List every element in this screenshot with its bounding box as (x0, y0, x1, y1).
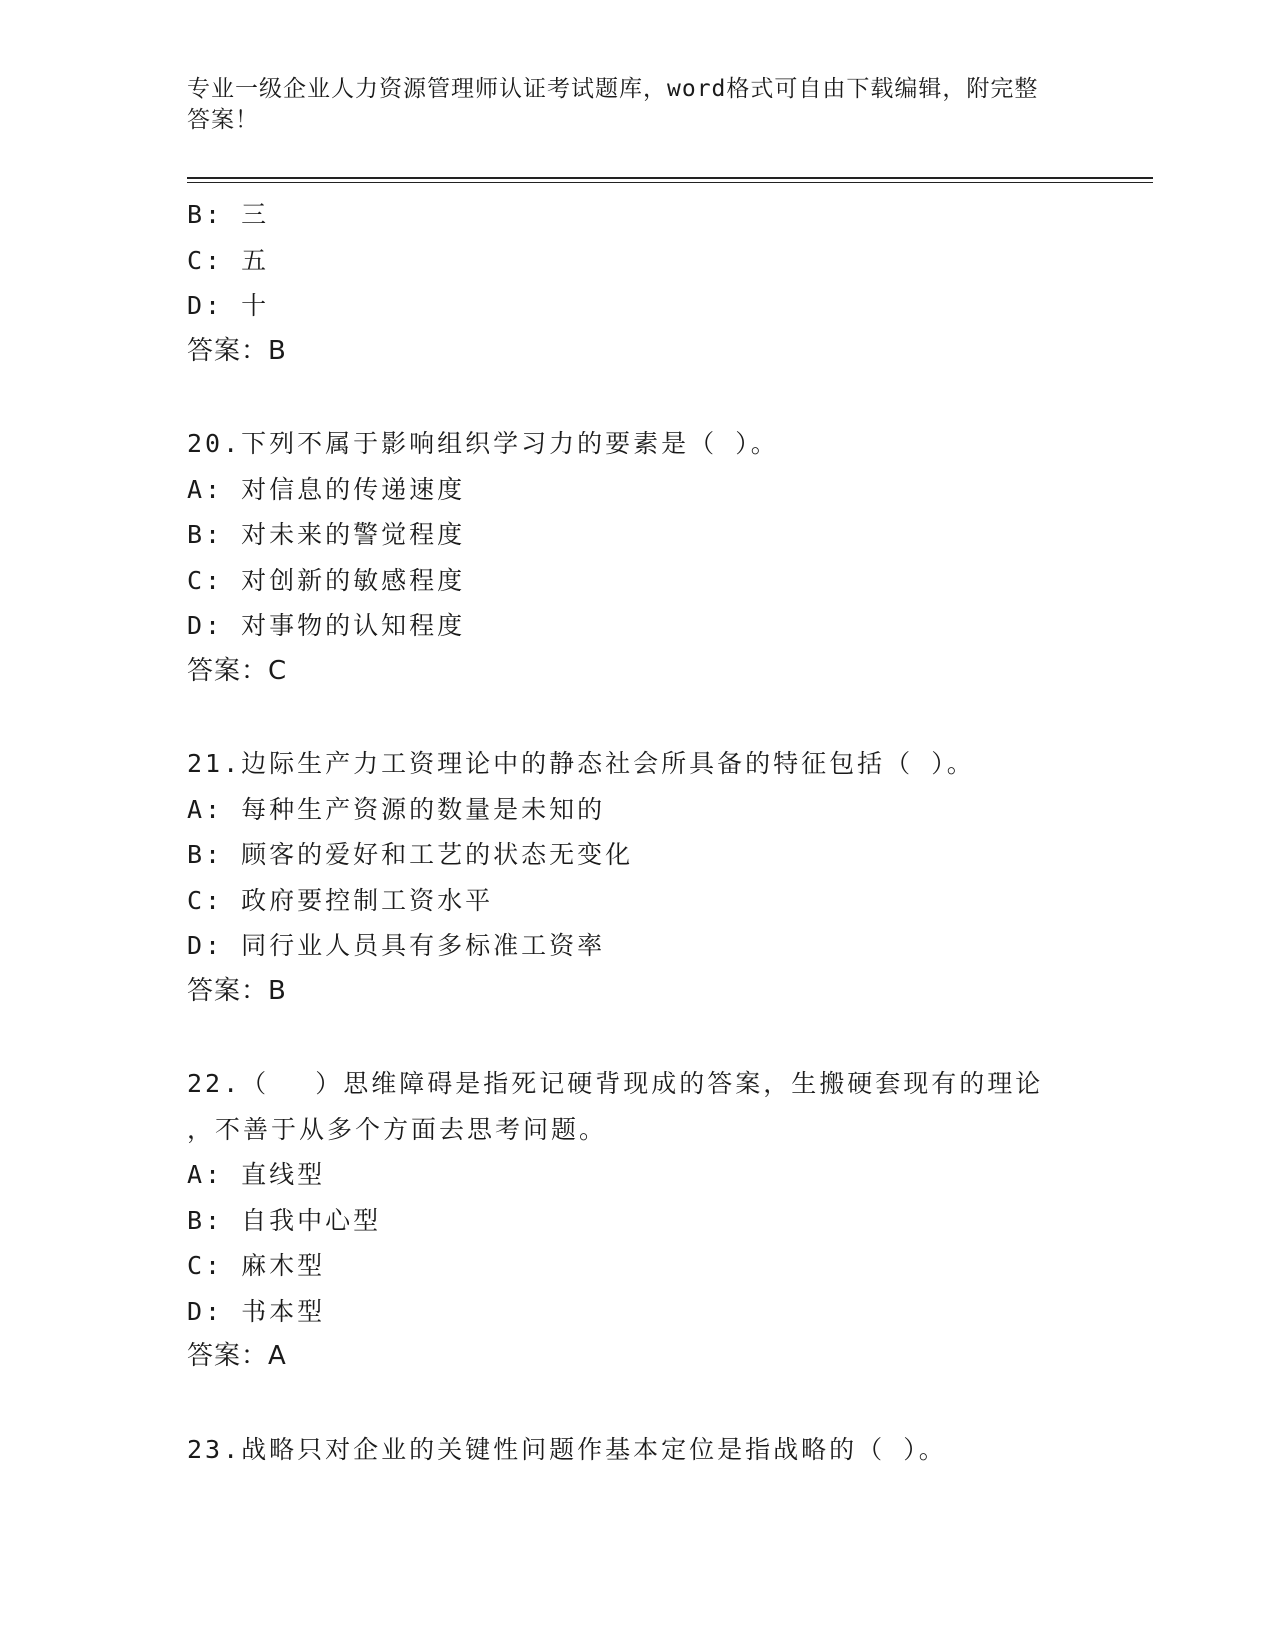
option-a (187, 1152, 1087, 1198)
option-letter: D: (187, 611, 224, 640)
option-letter: B: (187, 520, 224, 549)
option-c (187, 878, 1087, 924)
question-19-continuation (187, 192, 1087, 374)
option-text: 麻木型 (241, 1251, 326, 1280)
option-c (187, 558, 1087, 604)
spacer (187, 1014, 1087, 1061)
option-letter: C: (187, 885, 224, 915)
option-a (187, 787, 1087, 833)
header-line-1: 专业一级企业人力资源管理师认证考试题库，word格式可自由下载编辑，附完整 (187, 76, 1039, 102)
option-text: 政府要控制工资水平 (241, 885, 494, 915)
option-letter: C: (187, 1251, 224, 1280)
question-20 (187, 421, 1087, 694)
question-22 (187, 1061, 1087, 1380)
header-divider-thin (187, 182, 1153, 183)
option-letter: B: (187, 200, 224, 229)
option-letter: A: (187, 1160, 224, 1189)
option-text: 十 (241, 291, 270, 320)
option-text: 顾客的爱好和工艺的状态无变化 (241, 840, 634, 869)
option-d (187, 283, 1087, 329)
option-letter: A: (187, 474, 224, 504)
option-text: 三 (241, 200, 270, 229)
spacer (187, 1380, 1087, 1427)
option-text: 对信息的传递速度 (241, 474, 466, 504)
option-b (187, 192, 1087, 238)
question-stem-line-2: ，不善于从多个方面去思考问题。 (187, 1114, 608, 1144)
option-d (187, 1289, 1087, 1335)
option-c (187, 1243, 1087, 1289)
spacer (187, 374, 1087, 421)
option-letter: D: (187, 1296, 224, 1326)
header-divider-thick (187, 177, 1153, 179)
option-text: 五 (241, 245, 270, 275)
header-line-2: 答案！ (187, 107, 259, 133)
question-stem: 21.边际生产力工资理论中的静态社会所具备的特征包括（ ）。 (187, 749, 975, 778)
option-text: 对未来的警觉程度 (241, 520, 466, 549)
answer-line: 答案：C (187, 655, 288, 686)
option-letter: D: (187, 931, 224, 960)
option-letter: B: (187, 1205, 224, 1235)
answer-line: 答案：B (187, 975, 287, 1006)
option-letter: A: (187, 794, 224, 824)
option-letter: C: (187, 245, 224, 275)
option-d (187, 603, 1087, 649)
option-b (187, 512, 1087, 558)
option-letter: C: (187, 565, 224, 595)
option-text: 自我中心型 (241, 1205, 382, 1235)
option-d (187, 923, 1087, 969)
option-text: 书本型 (241, 1296, 326, 1326)
option-c (187, 238, 1087, 284)
answer-line: 答案：A (187, 1341, 287, 1371)
option-text: 每种生产资源的数量是未知的 (241, 794, 606, 824)
question-21 (187, 741, 1087, 1014)
question-stem: 20.下列不属于影响组织学习力的要素是（ ）。 (187, 429, 779, 458)
option-text: 直线型 (241, 1160, 326, 1189)
option-text: 对事物的认知程度 (241, 611, 466, 640)
spacer (187, 694, 1087, 741)
option-a (187, 467, 1087, 513)
option-letter: B: (187, 840, 224, 869)
question-stem-line-1: 22.（ ）思维障碍是指死记硬背现成的答案，生搬硬套现有的理论 (187, 1069, 1044, 1098)
question-list (187, 192, 1087, 1472)
option-letter: D: (187, 291, 224, 320)
document-header (187, 74, 1087, 136)
option-text: 同行业人员具有多标准工资率 (241, 931, 606, 960)
option-b (187, 832, 1087, 878)
option-text: 对创新的敏感程度 (241, 565, 466, 595)
option-b (187, 1198, 1087, 1244)
question-stem: 23.战略只对企业的关键性问题作基本定位是指战略的（ ）。 (187, 1434, 947, 1464)
question-23 (187, 1427, 1087, 1473)
answer-line: 答案：B (187, 335, 287, 366)
